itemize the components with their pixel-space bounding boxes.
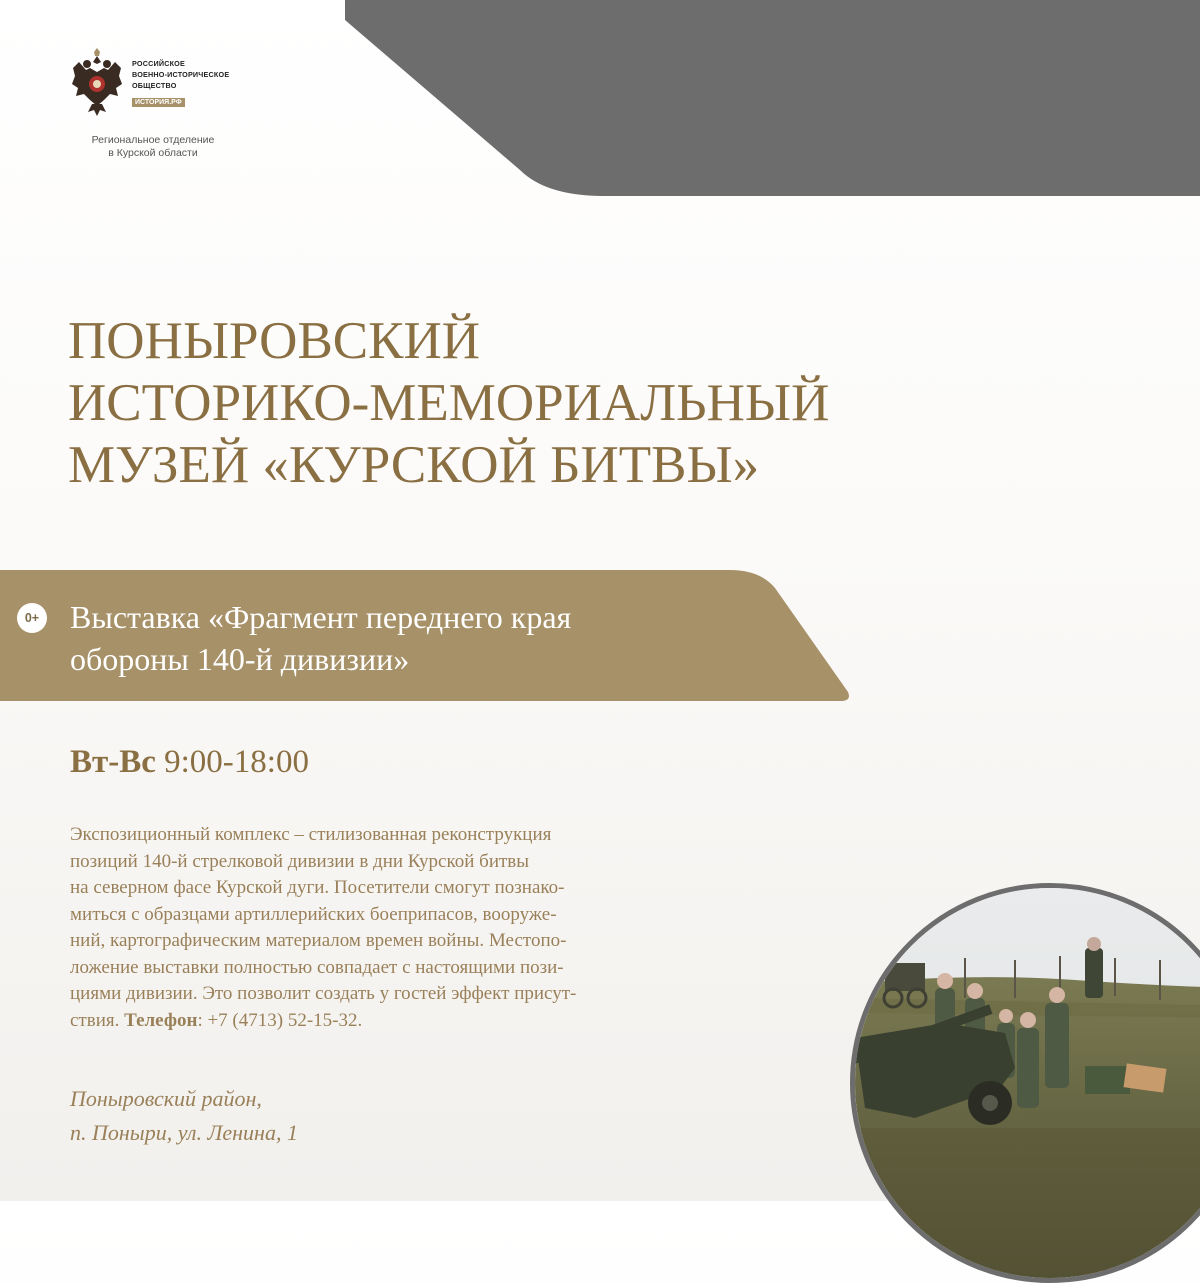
phone-number: : +7 (4713) 52-15-32. — [197, 1009, 363, 1031]
address — [70, 1082, 298, 1150]
description-line: позиций 140-й стрелковой дивизии в дни Курской битвы — [70, 850, 530, 872]
exhibition-title-line: обороны 140-й дивизии» — [70, 641, 410, 677]
title-line: ПОНЫРОВСКИЙ — [68, 312, 481, 370]
exhibition-title-line: Выставка «Фрагмент переднего края — [70, 599, 572, 635]
description-line-start: ствия. — [70, 1009, 125, 1031]
description — [70, 822, 750, 1034]
opening-time: 9:00-18:00 — [164, 744, 309, 780]
description-line: Экспозиционный комплекс – стилизованная реконструкция — [70, 824, 552, 845]
rvio-logo — [70, 48, 250, 168]
opening-hours — [70, 744, 309, 781]
address-line: Поныровский район, — [70, 1086, 262, 1111]
description-line: миться с образцами артиллерийских боеприпасов, вооруже- — [70, 903, 557, 925]
description-line: ний, картографическим материалом времен войны. Местопо- — [70, 930, 567, 951]
logo-site-label: ИСТОРИЯ.РФ — [132, 98, 185, 107]
age-rating-badge: 0+ — [17, 603, 47, 633]
logo-region-text — [70, 134, 236, 160]
logo-org-line: ВОЕННО-ИСТОРИЧЕСКОЕ — [132, 70, 230, 79]
description-line: на северном фасе Курской дуги. Посетители смогут познако- — [70, 877, 565, 898]
description-line — [70, 1008, 750, 1035]
logo-org-line: ОБЩЕСТВО — [132, 81, 177, 90]
address-line: п. Поныри, ул. Ленина, 1 — [70, 1120, 298, 1145]
description-line: ложение выставки полностью совпадает с настоящими пози- — [70, 956, 564, 978]
phone-label: Телефон — [124, 1009, 198, 1031]
cadets-with-field-gun-photo-icon — [855, 888, 1200, 1278]
logo-region-line: в Курской области — [108, 147, 198, 159]
double-headed-eagle-icon — [70, 48, 124, 118]
logo-region-line: Региональное отделение — [91, 134, 215, 146]
title-line: ИСТОРИКО-МЕМОРИАЛЬНЫЙ — [68, 374, 830, 432]
exhibition-title — [70, 596, 571, 680]
logo-org-line: РОССИЙСКОЕ — [132, 59, 185, 68]
exhibition-photo — [850, 883, 1200, 1283]
logo-org-name — [132, 58, 229, 91]
page-title — [68, 310, 968, 496]
opening-days: Вт-Вс — [70, 744, 156, 780]
title-line: МУЗЕЙ «КУРСКОЙ БИТВЫ» — [68, 436, 760, 494]
description-line: циями дивизии. Это позволит создать у гостей эффект присут- — [70, 983, 577, 1004]
